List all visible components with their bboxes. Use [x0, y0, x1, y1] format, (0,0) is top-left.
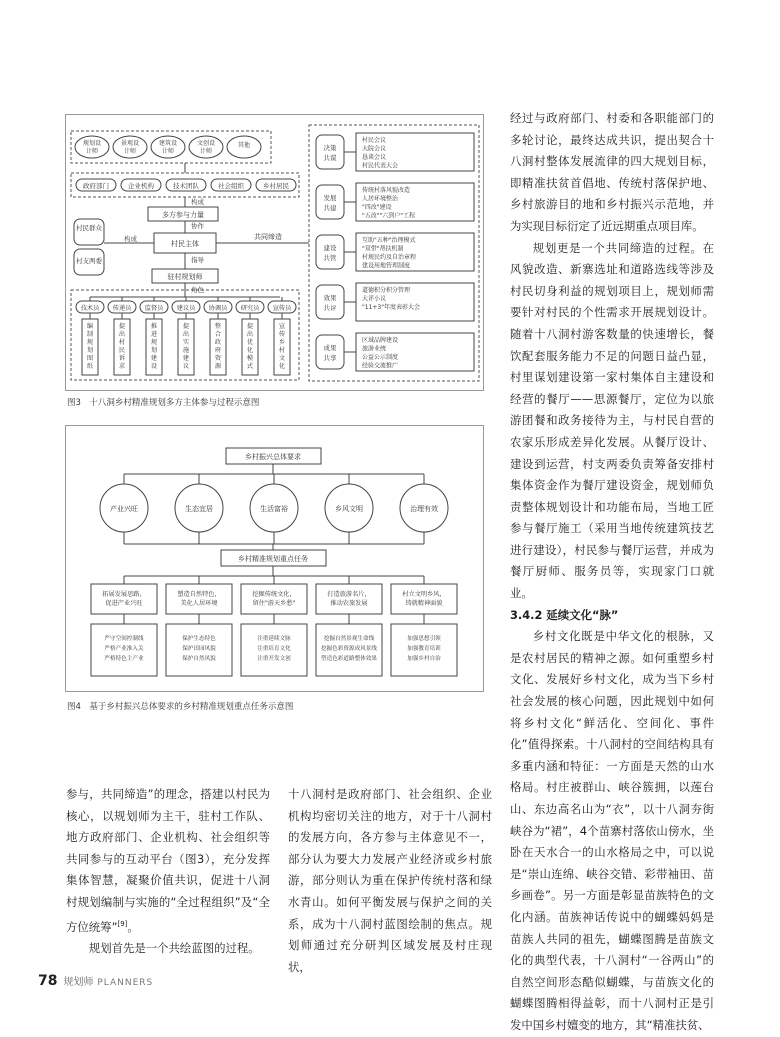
stage-box: [316, 285, 344, 319]
stage-box: [316, 185, 344, 219]
stage-item: 道德积分积分管理: [362, 287, 411, 294]
task-label: 美化人居环境: [180, 600, 218, 607]
stage-item: 互助"五种"治理模式: [362, 237, 416, 244]
stage-item: 旅游业统: [362, 345, 387, 353]
task-detail: 保护生态特色: [182, 636, 216, 642]
duty-char: 乡: [278, 339, 286, 346]
stage-item: "五改""六到户"工程: [362, 212, 416, 220]
stage-item: 公益公示制度: [362, 354, 399, 361]
org-label: 社会组织: [218, 182, 244, 190]
duty-char: 施: [182, 347, 190, 354]
form-label: 构成: [124, 235, 137, 243]
duty-char: 模: [246, 355, 254, 362]
stage-label: 发展: [323, 194, 337, 202]
right-column: [510, 108, 714, 1037]
plan-label: 计师: [161, 148, 175, 155]
villa-label: 村支两委: [76, 257, 102, 265]
plan-label: 计师: [85, 148, 99, 155]
fig4-top-label: 乡村振兴总体要求: [245, 453, 301, 461]
duty-char: 政: [214, 339, 222, 346]
task-box: [91, 584, 157, 614]
duty-char: 传: [278, 331, 286, 338]
roles: [76, 297, 296, 375]
plan-label: 建筑设: [158, 140, 178, 147]
task-detail: 加强思想引领: [407, 636, 441, 642]
stage-item: "四改"建设: [362, 204, 392, 211]
duty-char: 进: [150, 331, 158, 338]
stage-item: 恳谈会议: [362, 154, 387, 161]
duty-char: 划: [150, 347, 158, 354]
task-detail: 加强乡村自治: [407, 656, 441, 662]
role-label: 协调员: [208, 305, 228, 312]
stage-label: 效果: [323, 294, 337, 302]
stage-item: 大评小议: [362, 295, 387, 303]
task-label: 留住"游天乡愁": [252, 600, 296, 607]
duty-char: 化: [278, 363, 286, 370]
task-box: [241, 584, 307, 614]
task-detail: 严守空间控制线: [104, 636, 144, 642]
stage-label: 决策: [323, 144, 337, 152]
villagers-label: 村民群众: [76, 224, 102, 232]
duty-char: 源: [214, 363, 222, 370]
org-label: 技术团队: [173, 182, 199, 190]
figure-3-caption: 图3 十八洞乡村精准规划多方主体参与过程示意图: [67, 398, 260, 408]
requirement-label: 治理有效: [410, 505, 438, 513]
plan-label: 其他: [237, 142, 251, 149]
plan-label: 计师: [123, 148, 137, 155]
plan-label: 规划设: [82, 140, 102, 147]
org-label: 乡村居民: [263, 182, 289, 190]
stage-label: 共建: [323, 204, 337, 212]
duty-char: 推: [150, 323, 158, 330]
stage-item: 人居环境整治: [362, 195, 399, 203]
task-label: 拓展发展思路，: [102, 591, 146, 598]
page-footer: [38, 973, 153, 989]
stage-label: 共评: [323, 304, 337, 312]
duty-char: 纸: [86, 363, 94, 370]
duty-char: 优: [246, 339, 254, 346]
role-label: 建议员: [176, 305, 196, 312]
figure-3: [65, 114, 484, 391]
duty-char: 议: [182, 363, 190, 370]
task-detail: 保护田园风貌: [182, 646, 216, 652]
coop-label: 协作: [191, 222, 204, 230]
duty-char: 府: [214, 347, 222, 354]
stage-label: 建设: [323, 244, 337, 252]
role-label: 监督员: [144, 305, 164, 312]
left-column: [66, 784, 270, 960]
linkage-label: 构成: [191, 198, 204, 206]
stage-box: [316, 235, 344, 269]
main-body-label: 村民主体: [171, 240, 199, 248]
role-label: 宣传员: [272, 305, 292, 312]
right-paragraph-2: 规划更是一个共同缔造的过程。在风貌改造、新寨选址和道路选线等涉及村民切身利益的规划项目上，规划师需要针对村民的个性需求开展规划设计。随着十八洞村游客数量的快速增长，餐饮配套服务能力不足的问题日益凸显，村里谋划建设第一家村集体自主建设和经营的餐厅——思源餐厅，定位为以旅游团餐和政务接待为主，与村民自营的农家乐形成差异化发展。从餐厅设计、建设到运营，村支两委负责筹备安排村集体资金作为餐厅建设资金，规划师负责整体规划设计和功能布局，当地工匠参与餐厅施工（采用当地传统建筑技艺进行建设），村民参与餐厅运营，并成为餐厅厨师、服务员等，实现家门口就业。: [510, 240, 714, 601]
task-label: 打造旅游名片，: [327, 591, 371, 598]
figure-3-diagram: [66, 115, 483, 390]
right-paragraph-3: 乡村文化既是中华文化的根脉，又是农村居民的精神之源。如何重塑乡村文化、发展好乡村文化，成为当下乡村社会发展的核心问题，因此规划中如何将乡村文化“鲜活化、空间化、事件化”值得探索。十八洞村的空间结构具有多重内涵和特征：一方面是天然的山水格局。村庄被群山、峡谷簇拥，以莲台山、东边高名山为“衣”，以十八洞夯街峡谷为“裙”，4个苗寨村落依山傍水，坐卧在天水合一的山水格局之中，可以说是“崇山连绵、峡谷交错、彩带袖田、苗乡画卷”。另一方面是彰显苗族特色的文化内涵。苗族神话传说中的蝴蝶妈妈是苗族人共同的祖先，蝴蝶图腾是苗族文化的典型代表，十八洞村“一谷两山”的自然空间形态酷似蝴蝶，与苗族文化的蝴蝶图腾相得益彰，而十八洞村正是引发中国乡村嬗变的地方，其“精准扶贫、: [510, 629, 714, 1032]
role-label: 角色: [191, 286, 204, 294]
priority-tasks: [91, 576, 457, 676]
duty-char: 村: [118, 339, 126, 346]
requirement-circles: [100, 474, 448, 544]
organizations: [76, 179, 296, 191]
role-label: 技术员: [80, 305, 100, 312]
stage-item: 村民会议: [362, 137, 387, 144]
duty-char: 文: [278, 355, 286, 362]
task-detail: 保护自然风貌: [182, 656, 216, 662]
duty-char: 求: [118, 363, 126, 370]
stage-item: 建设用地管理制度: [362, 262, 411, 270]
duty-char: 规: [150, 339, 158, 346]
co-build-label: 共同缔造: [254, 233, 282, 241]
task-detail: 挖掘色彩资源成风景线: [321, 646, 377, 652]
stage-item: 传统村落风貌改造: [362, 187, 411, 194]
duty-char: 出: [118, 331, 126, 338]
task-label: 村立文明乡风，: [402, 591, 446, 598]
figure-4-diagram: [66, 426, 483, 691]
plan-label: 计师: [199, 148, 213, 155]
plan-label: 景观设: [120, 140, 140, 147]
plan-designers: [75, 136, 261, 158]
journal-name: 规划师: [63, 977, 94, 988]
duty-char: 编: [86, 323, 94, 330]
stage-item: 大院会议: [362, 145, 387, 153]
duty-char: 提: [246, 323, 254, 330]
journal-name-en: PLANNERS: [97, 978, 154, 988]
duty-char: 诉: [118, 355, 126, 362]
stages: [316, 133, 474, 371]
stage-item: "11+3"年度表彰大会: [362, 304, 420, 311]
section-heading-3-4-2: 3.4.2 延续文化“脉”: [510, 607, 619, 622]
duty-char: 民: [118, 347, 126, 354]
stage-item: 村规民约及自治章程: [362, 254, 417, 261]
duty-char: 实: [182, 339, 190, 346]
page-number: 78: [38, 973, 58, 989]
stage-label: 共管: [323, 254, 337, 262]
duty-char: 式: [246, 363, 254, 370]
figure-4-caption: 图4 基于乡村振兴总体要求的乡村精准规划重点任务示意图: [67, 702, 294, 712]
stage-label: 共享: [323, 354, 337, 362]
villagers-box: [74, 219, 104, 245]
left-paragraph-2: 规划首先是一个共绘蓝图的过程。: [88, 940, 260, 955]
task-detail: 塑造色彩道路整体效果: [321, 656, 377, 662]
fig4-middle-label: 乡村精准规划重点任务: [238, 555, 308, 563]
role-label: 传递员: [112, 305, 132, 312]
task-detail: 严格产业准入关: [104, 646, 144, 652]
guide-label: 指导: [191, 256, 204, 264]
figure-4: [65, 425, 484, 692]
duty-char: 整: [214, 323, 222, 330]
duty-char: 划: [86, 347, 94, 354]
duty-char: 合: [214, 331, 222, 338]
duty-char: 规: [86, 339, 94, 346]
task-detail: 加强教育培训: [407, 646, 441, 652]
stage-item: 经验交流推广: [362, 362, 399, 370]
left-paragraph-1: 参与，共同缔造”的理念，搭建以村民为核心，以规划师为主干，驻村工作队、地方政府部门、企业机构、社会组织等共同参与的互动平台（图3），充分发挥集体智慧，凝聚价值共识，促进十八洞村规划编制与实施的“全过程组织”及“全方位统筹”[9]。: [66, 787, 270, 934]
duty-char: 设: [150, 363, 158, 370]
duty-char: 提: [182, 323, 190, 330]
stage-item: 村民代表大会: [362, 162, 399, 170]
stage-label: 共谋: [323, 154, 337, 162]
org-label: 企业机构: [128, 182, 154, 190]
duty-char: 村: [278, 347, 286, 354]
citation-ref[interactable]: [9]: [117, 919, 128, 928]
stage-item: "双带"帮扶机制: [362, 245, 404, 253]
requirement-label: 生活富裕: [260, 505, 288, 513]
duty-char: 出: [246, 331, 254, 338]
org-label: 政府部门: [83, 182, 109, 190]
duty-char: 化: [246, 347, 254, 354]
task-label: 促进产业兴旺: [105, 600, 143, 607]
middle-column: [288, 784, 492, 978]
duty-char: 提: [118, 323, 126, 330]
requirement-label: 产业兴旺: [110, 505, 138, 513]
duty-char: 制: [86, 331, 94, 338]
right-paragraph-1: 经过与政府部门、村委和各职能部门的多轮讨论，最终达成共识，提出契合十八洞村整体发展流律的四大规划目标，即精准扶贫首倡地、传统村落保护地、乡村旅游目的地和乡村振兴示范地，并为实现目标衍定了近远期重点项目库。: [510, 111, 714, 233]
requirement-label: 生态宜居: [185, 505, 213, 513]
duty-char: 出: [182, 331, 190, 338]
task-box: [391, 584, 457, 614]
task-label: 推动农旅发展: [330, 600, 368, 607]
stage-box: [316, 335, 344, 369]
duty-char: 资: [214, 355, 222, 362]
role-label: 研究员: [240, 305, 260, 312]
duty-char: 建: [182, 355, 190, 362]
task-box: [316, 584, 382, 614]
requirement-label: 乡风文明: [335, 505, 363, 513]
task-detail: 严格特色主产业: [104, 656, 144, 662]
stage-box: [316, 135, 344, 169]
task-detail: 注重培育文化: [257, 646, 291, 652]
task-box: [166, 584, 232, 614]
task-label: 铸就精神面貌: [405, 600, 443, 607]
task-label: 塑造自然特色，: [177, 591, 221, 598]
middle-paragraph-1: 十八洞村是政府部门、社会组织、企业机构均密切关注的地方，对于十八洞村的发展方向，各方参与主体意见不一，部分认为要大力发展产业经济或乡村旅游，部分则认为重在保护传统村落和绿水青山。如何平衡发展与保护之间的关系，成为十八洞村蓝图绘制的焦点。规划师通过充分研判区域发展及村庄现状，: [288, 787, 492, 974]
task-label: 挖掘传统文化，: [252, 591, 296, 598]
stage-item: 区域品牌建设: [362, 337, 399, 344]
duty-char: 建: [150, 355, 158, 362]
duty-char: 宣: [278, 323, 286, 330]
stage-label: 成果: [323, 344, 337, 352]
plan-label: 文创设: [196, 140, 216, 147]
task-detail: 挖掘自然景观生命线: [323, 636, 375, 642]
planner-label: 驻村规划师: [167, 273, 203, 281]
task-detail: 注重延续文脉: [257, 636, 291, 642]
task-detail: 注重开发文创: [257, 656, 291, 662]
duty-char: 图: [86, 355, 94, 362]
multi-party-label: 多方参与力量: [162, 211, 204, 219]
